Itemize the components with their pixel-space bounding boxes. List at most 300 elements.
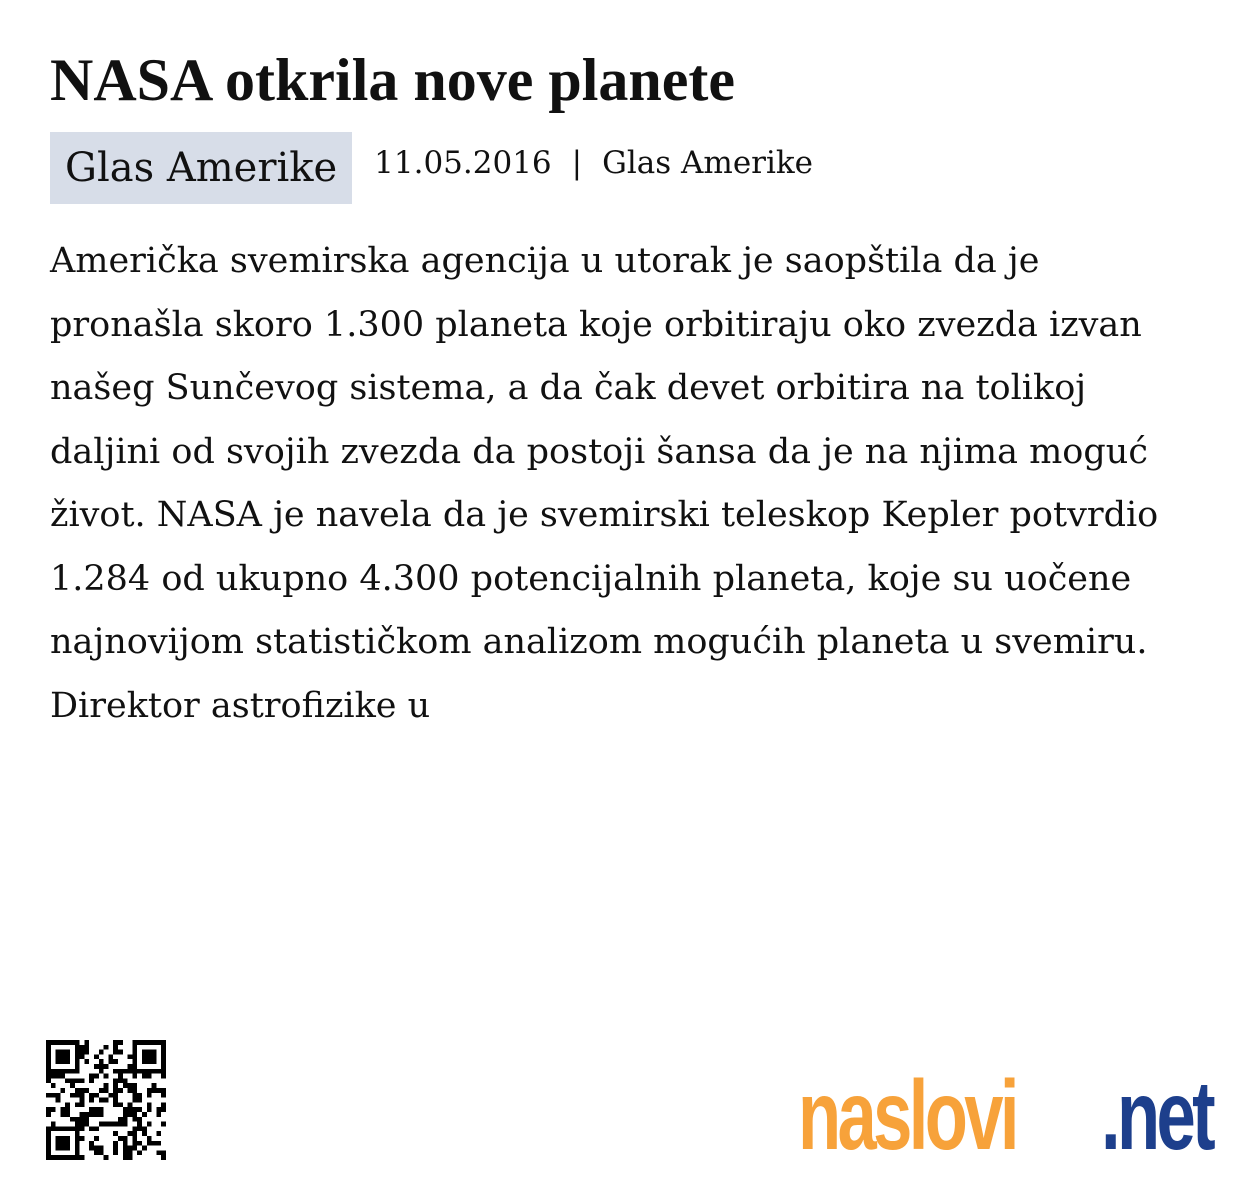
qr-module: [75, 1045, 80, 1050]
qr-module: [118, 1136, 123, 1141]
qr-module: [80, 1126, 85, 1131]
qr-module: [46, 1112, 51, 1117]
qr-module: [104, 1098, 109, 1103]
qr-module: [132, 1117, 137, 1122]
qr-module: [46, 1054, 51, 1059]
qr-module: [75, 1040, 80, 1045]
qr-module: [60, 1126, 65, 1131]
qr-module: [132, 1112, 137, 1117]
qr-module: [46, 1146, 51, 1151]
qr-module: [118, 1122, 123, 1127]
qr-module: [113, 1141, 118, 1146]
qr-module: [70, 1155, 75, 1160]
qr-module: [128, 1064, 133, 1069]
qr-module: [80, 1155, 85, 1160]
qr-module: [147, 1050, 152, 1055]
qr-module: [89, 1078, 94, 1083]
qr-module: [123, 1146, 128, 1151]
qr-module: [118, 1117, 123, 1122]
qr-module: [161, 1050, 166, 1055]
qr-module: [128, 1146, 133, 1151]
qr-module: [75, 1088, 80, 1093]
qr-module: [113, 1093, 118, 1098]
qr-module: [94, 1093, 99, 1098]
qr-module: [56, 1155, 61, 1160]
qr-module: [75, 1064, 80, 1069]
article-title: NASA otkrila nove planete: [50, 47, 736, 113]
qr-module: [108, 1122, 113, 1127]
qr-module: [80, 1078, 85, 1083]
qr-module: [147, 1074, 152, 1079]
qr-module: [70, 1117, 75, 1122]
qr-module: [65, 1054, 70, 1059]
qr-module: [80, 1122, 85, 1127]
qr-module: [46, 1141, 51, 1146]
qr-module: [89, 1098, 94, 1103]
qr-module: [137, 1040, 142, 1045]
qr-module: [51, 1093, 56, 1098]
qr-module: [65, 1126, 70, 1131]
qr-module: [46, 1093, 51, 1098]
qr-module: [147, 1040, 152, 1045]
qr-module: [80, 1054, 85, 1059]
qr-module: [152, 1088, 157, 1093]
qr-module: [113, 1069, 118, 1074]
qr-module: [156, 1107, 161, 1112]
qr-module: [123, 1141, 128, 1146]
qr-module: [123, 1112, 128, 1117]
qr-module: [142, 1131, 147, 1136]
qr-module: [161, 1093, 166, 1098]
qr-module: [99, 1107, 104, 1112]
qr-module: [75, 1131, 80, 1136]
qr-module: [118, 1050, 123, 1055]
qr-module: [132, 1093, 137, 1098]
qr-module: [60, 1088, 65, 1093]
qr-module: [75, 1117, 80, 1122]
qr-module: [132, 1040, 137, 1045]
qr-module: [132, 1136, 137, 1141]
qr-module: [128, 1131, 133, 1136]
qr-module: [84, 1112, 89, 1117]
qr-module: [70, 1069, 75, 1074]
qr-module: [56, 1093, 61, 1098]
qr-module: [113, 1045, 118, 1050]
qr-module: [128, 1150, 133, 1155]
source-badge[interactable]: Glas Amerike: [50, 132, 352, 204]
qr-module: [132, 1083, 137, 1088]
qr-module: [56, 1074, 61, 1079]
qr-module: [94, 1074, 99, 1079]
qr-module: [60, 1107, 65, 1112]
qr-module: [147, 1059, 152, 1064]
qr-module: [60, 1155, 65, 1160]
qr-module: [65, 1102, 70, 1107]
qr-module: [56, 1040, 61, 1045]
qr-module: [152, 1141, 157, 1146]
qr-module: [128, 1054, 133, 1059]
qr-module: [65, 1040, 70, 1045]
qr-module: [132, 1074, 137, 1079]
qr-module: [137, 1117, 142, 1122]
qr-module: [104, 1155, 109, 1160]
qr-module: [89, 1074, 94, 1079]
qr-module: [56, 1098, 61, 1103]
qr-module: [132, 1141, 137, 1146]
qr-module: [123, 1083, 128, 1088]
qr-module: [132, 1064, 137, 1069]
qr-module: [75, 1050, 80, 1055]
qr-module: [80, 1102, 85, 1107]
qr-module: [51, 1074, 56, 1079]
qr-module: [123, 1069, 128, 1074]
qr-module: [113, 1150, 118, 1155]
article-body: Američka svemirska agencija u utorak je saopštila da je pronašla skoro 1.300 planeta koje orbitiraju oko zvezda izvan našeg Sunčevog sistema, a da čak devet orbitira na tolikoj daljini od svojih zvezda da postoji šansa da je na njima moguć život. NASA je navela da je svemirski teleskop Kepler potvrdio 1.284 od ukupno 4.300 potencijalnih planeta, koje su uočene najnovijom statističkom analizom mogućih planeta u svemiru. Direktor astrofizike u: [50, 241, 1159, 726]
article-source: Glas Amerike: [602, 145, 814, 181]
qr-module: [156, 1040, 161, 1045]
qr-module: [99, 1122, 104, 1127]
qr-module: [84, 1088, 89, 1093]
qr-module: [152, 1059, 157, 1064]
qr-module: [113, 1122, 118, 1127]
qr-module: [75, 1054, 80, 1059]
qr-module: [161, 1155, 166, 1160]
qr-module: [75, 1126, 80, 1131]
naslovi-logo[interactable]: [798, 1060, 1212, 1170]
qr-module: [113, 1078, 118, 1083]
qr-module: [75, 1155, 80, 1160]
qr-module: [84, 1045, 89, 1050]
qr-module: [56, 1146, 61, 1151]
qr-module: [156, 1088, 161, 1093]
qr-module: [46, 1064, 51, 1069]
qr-module: [56, 1069, 61, 1074]
qr-module: [75, 1093, 80, 1098]
qr-module: [89, 1112, 94, 1117]
qr-module: [94, 1112, 99, 1117]
qr-module: [46, 1059, 51, 1064]
qr-module: [108, 1054, 113, 1059]
qr-module: [161, 1040, 166, 1045]
qr-module: [60, 1136, 65, 1141]
qr-module: [65, 1069, 70, 1074]
qr-module: [75, 1069, 80, 1074]
qr-module: [70, 1040, 75, 1045]
qr-module: [113, 1098, 118, 1103]
qr-module: [94, 1054, 99, 1059]
qr-module: [56, 1050, 61, 1055]
qr-module: [75, 1059, 80, 1064]
qr-module: [89, 1146, 94, 1151]
qr-module: [161, 1064, 166, 1069]
qr-module: [60, 1112, 65, 1117]
qr-module: [56, 1141, 61, 1146]
qr-module: [118, 1040, 123, 1045]
qr-module: [132, 1107, 137, 1112]
qr-module: [147, 1093, 152, 1098]
qr-module: [108, 1059, 113, 1064]
qr-module: [161, 1074, 166, 1079]
qr-module: [118, 1069, 123, 1074]
qr-module: [75, 1102, 80, 1107]
qr-module: [70, 1078, 75, 1083]
qr-module: [51, 1069, 56, 1074]
qr-module: [80, 1136, 85, 1141]
qr-module: [65, 1112, 70, 1117]
qr-module: [70, 1126, 75, 1131]
qr-module: [113, 1083, 118, 1088]
qr-module: [132, 1126, 137, 1131]
qr-module: [84, 1059, 89, 1064]
qr-module: [94, 1126, 99, 1131]
qr-module: [123, 1117, 128, 1122]
qr-module: [156, 1069, 161, 1074]
qr-module: [118, 1074, 123, 1079]
qr-module: [132, 1050, 137, 1055]
qr-module: [142, 1059, 147, 1064]
qr-module: [84, 1117, 89, 1122]
qr-module: [123, 1107, 128, 1112]
qr-module: [94, 1150, 99, 1155]
qr-module: [147, 1141, 152, 1146]
qr-module: [65, 1078, 70, 1083]
qr-module: [137, 1069, 142, 1074]
qr-module: [132, 1131, 137, 1136]
qr-module: [161, 1150, 166, 1155]
qr-module: [56, 1059, 61, 1064]
qr-module: [132, 1059, 137, 1064]
qr-module: [65, 1136, 70, 1141]
qr-module: [147, 1088, 152, 1093]
qr-module: [56, 1054, 61, 1059]
qr-module: [123, 1155, 128, 1160]
qr-module: [161, 1107, 166, 1112]
qr-module: [147, 1102, 152, 1107]
qr-module: [104, 1083, 109, 1088]
qr-module: [132, 1098, 137, 1103]
qr-module: [152, 1054, 157, 1059]
qr-module: [80, 1050, 85, 1055]
qr-module: [65, 1155, 70, 1160]
qr-module: [156, 1112, 161, 1117]
qr-module: [80, 1098, 85, 1103]
qr-module: [113, 1050, 118, 1055]
qr-module: [156, 1131, 161, 1136]
qr-module: [46, 1150, 51, 1155]
qr-module: [137, 1098, 142, 1103]
qr-module: [142, 1146, 147, 1151]
qr-module: [46, 1136, 51, 1141]
qr-module: [132, 1088, 137, 1093]
qr-module: [89, 1126, 94, 1131]
qr-module: [84, 1050, 89, 1055]
qr-module: [65, 1107, 70, 1112]
qr-module: [65, 1146, 70, 1151]
qr-module: [65, 1050, 70, 1055]
qr-module: [89, 1093, 94, 1098]
qr-module: [118, 1102, 123, 1107]
qr-module: [46, 1050, 51, 1055]
qr-module: [46, 1069, 51, 1074]
qr-module: [94, 1146, 99, 1151]
qr-module: [51, 1107, 56, 1112]
qr-module: [156, 1150, 161, 1155]
meta-info: [374, 145, 813, 181]
qr-module: [60, 1050, 65, 1055]
qr-module: [118, 1078, 123, 1083]
qr-module: [51, 1126, 56, 1131]
qr-module: [128, 1088, 133, 1093]
qr-module: [75, 1141, 80, 1146]
qr-module: [51, 1155, 56, 1160]
qr-module: [56, 1136, 61, 1141]
qr-module: [94, 1107, 99, 1112]
qr-module: [60, 1141, 65, 1146]
qr-module: [113, 1088, 118, 1093]
qr-module: [80, 1045, 85, 1050]
qr-module: [128, 1069, 133, 1074]
qr-module: [65, 1141, 70, 1146]
qr-module: [89, 1107, 94, 1112]
article-date: 11.05.2016: [374, 145, 552, 181]
qr-module: [161, 1122, 166, 1127]
qr-module: [152, 1040, 157, 1045]
qr-module: [161, 1054, 166, 1059]
qr-module: [161, 1069, 166, 1074]
qr-module: [75, 1150, 80, 1155]
qr-module: [104, 1074, 109, 1079]
qr-module: [152, 1050, 157, 1055]
qr-module: [46, 1126, 51, 1131]
qr-module: [104, 1088, 109, 1093]
qr-module: [161, 1059, 166, 1064]
article-meta: [50, 132, 813, 204]
qr-module: [70, 1093, 75, 1098]
qr-module: [137, 1122, 142, 1127]
qr-module: [161, 1045, 166, 1050]
logo-part-net: .net: [1100, 1060, 1212, 1170]
qr-module: [80, 1093, 85, 1098]
qr-module: [94, 1136, 99, 1141]
qr-module: [147, 1069, 152, 1074]
qr-module: [137, 1107, 142, 1112]
qr-module: [70, 1083, 75, 1088]
qr-module: [132, 1146, 137, 1151]
qr-module: [46, 1045, 51, 1050]
qr-module: [60, 1074, 65, 1079]
qr-module: [80, 1088, 85, 1093]
qr-module: [161, 1088, 166, 1093]
qr-module: [147, 1136, 152, 1141]
qr-module: [46, 1078, 51, 1083]
qr-module: [75, 1078, 80, 1083]
qr-module: [142, 1054, 147, 1059]
qr-module: [104, 1122, 109, 1127]
qr-module: [137, 1141, 142, 1146]
qr-module: [99, 1050, 104, 1055]
qr-module: [161, 1102, 166, 1107]
qr-module: [60, 1146, 65, 1151]
qr-module: [99, 1069, 104, 1074]
qr-module: [113, 1040, 118, 1045]
qr-module: [99, 1112, 104, 1117]
qr-module: [113, 1059, 118, 1064]
qr-module: [99, 1098, 104, 1103]
qr-module: [60, 1069, 65, 1074]
qr-module: [80, 1112, 85, 1117]
qr-module: [142, 1040, 147, 1045]
qr-module: [137, 1150, 142, 1155]
qr-module: [65, 1059, 70, 1064]
qr-module: [51, 1122, 56, 1127]
qr-module: [128, 1083, 133, 1088]
qr-module: [118, 1088, 123, 1093]
qr-module: [128, 1102, 133, 1107]
qr-module: [108, 1093, 113, 1098]
qr-module: [84, 1122, 89, 1127]
qr-module: [147, 1054, 152, 1059]
qr-module: [147, 1122, 152, 1127]
qr-module: [80, 1117, 85, 1122]
qr-module: [51, 1083, 56, 1088]
qr-module: [99, 1146, 104, 1151]
qr-module: [123, 1122, 128, 1127]
qr-module: [75, 1122, 80, 1127]
qr-module: [84, 1040, 89, 1045]
qr-code-icon: [46, 1037, 166, 1163]
qr-module: [137, 1093, 142, 1098]
qr-module: [99, 1059, 104, 1064]
qr-module: [46, 1107, 51, 1112]
qr-module: [104, 1064, 109, 1069]
qr-module: [60, 1054, 65, 1059]
qr-module: [113, 1131, 118, 1136]
qr-module: [89, 1141, 94, 1146]
qr-module: [123, 1136, 128, 1141]
qr-module: [60, 1059, 65, 1064]
qr-module: [128, 1155, 133, 1160]
qr-module: [152, 1083, 157, 1088]
qr-module: [51, 1040, 56, 1045]
qr-module: [132, 1045, 137, 1050]
qr-module: [142, 1126, 147, 1131]
qr-module: [46, 1155, 51, 1160]
qr-module: [142, 1050, 147, 1055]
qr-module: [99, 1150, 104, 1155]
qr-module: [132, 1054, 137, 1059]
qr-module: [137, 1126, 142, 1131]
qr-module: [56, 1126, 61, 1131]
qr-module: [113, 1146, 118, 1151]
qr-module: [94, 1064, 99, 1069]
qr-module: [104, 1045, 109, 1050]
qr-module: [123, 1150, 128, 1155]
logo-part-naslovi: naslovi: [798, 1060, 1016, 1170]
qr-module: [113, 1102, 118, 1107]
qr-module: [75, 1136, 80, 1141]
qr-module: [123, 1078, 128, 1083]
qr-module: [46, 1074, 51, 1079]
qr-module: [46, 1040, 51, 1045]
qr-module: [156, 1141, 161, 1146]
qr-module: [132, 1069, 137, 1074]
qr-module: [142, 1112, 147, 1117]
qr-module: [60, 1040, 65, 1045]
meta-separator: |: [571, 145, 583, 181]
qr-module: [99, 1064, 104, 1069]
qr-module: [128, 1107, 133, 1112]
qr-module: [99, 1088, 104, 1093]
